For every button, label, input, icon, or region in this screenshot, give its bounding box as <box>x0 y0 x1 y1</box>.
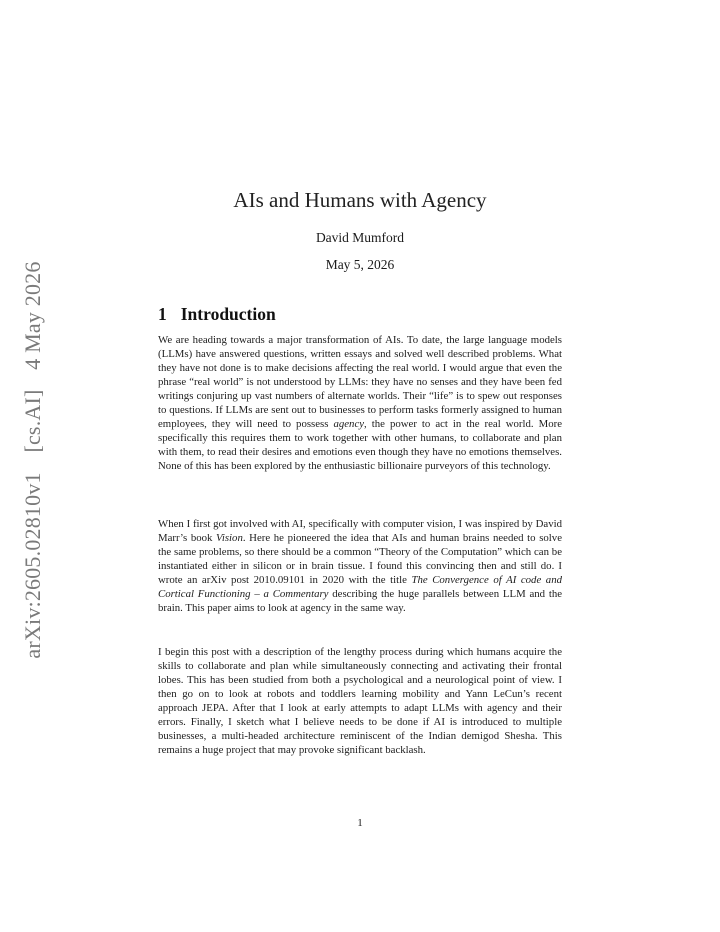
paragraph-3: I begin this post with a description of the lengthy process during which humans acquire the skills to collaborate and plan while simultaneously connecting and activating their frontal lobes. This has been studied from both a psychological and a neurological point of view. I then go on to look at robots and toddlers learning mobility and Yann LeCun’s recent approach JEPA. After that I look at early attempts to adapt LLMs with agency and their errors. Finally, I sketch what I believe needs to be done if AI is introduced to multiple businesses, a multi-headed architecture reminiscent of the Indian demigod Shesha. This remains a huge project that may provoke significant backlash. <box>158 646 562 756</box>
paper-date: May 5, 2026 <box>325 257 395 272</box>
paragraph-2-paper-title: The Convergence of AI code and Cortical Functioning – a Commentary <box>158 574 562 600</box>
paragraph-1 <box>158 333 562 473</box>
arxiv-category: [cs.AI] <box>20 389 45 453</box>
section-heading <box>158 304 276 325</box>
paragraph-2-book-title: Vision <box>216 532 243 544</box>
section-number: 1 <box>158 304 167 324</box>
paragraph-1-part-b: , the power to act in the real world. More specifically this requires them to work together with other humans, to collaborate and plan with them, to read their desires and emotions even though they have no emotions themselves. None of this has been explored by the enthusiastic billionaire purveyors of this technology. <box>158 418 562 472</box>
paragraph-2-part-b: . Here he pioneered the idea that AIs and human brains needed to solve the same problems, so there should be a common “Theory of the Computation” which can be instantiated either in silicon or in brain tissue. I found this convincing then and still do. I wrote an arXiv post 2010.09101 in 2020 with the title <box>158 532 562 586</box>
arxiv-sidebar-stamp <box>20 247 46 658</box>
paper-author: David Mumford <box>315 230 405 245</box>
arxiv-date: 4 May 2026 <box>20 261 45 370</box>
arxiv-id: arXiv:2605.02810v1 <box>20 472 45 659</box>
paragraph-1-part-a: We are heading towards a major transformation of AIs. To date, the large language models (LLMs) have answered questions, written essays and solved well described problems. What they have not done is to make decisions affecting the real world. I would argue that even the phrase “real world” is not understood by LLMs: they have no senses and they have been fed writings conjuring up vast numbers of alternate worlds. Their “life” is to spew out responses to questions. If LLMs are sent out to businesses to perform tasks formerly assigned to human employees, they will need to possess <box>158 334 562 430</box>
section-title: Introduction <box>180 304 276 324</box>
page-number: 1 <box>357 817 363 829</box>
paragraph-2-part-c: describing the huge parallels between LLM and the brain. This paper aims to look at agency in the same way. <box>158 588 563 614</box>
paragraph-2 <box>158 517 562 615</box>
paragraph-2-part-a: When I first got involved with AI, specifically with computer vision, I was inspired by David Marr’s book <box>158 518 562 544</box>
paper-title: AIs and Humans with Agency <box>233 188 487 212</box>
paragraph-1-emphasis: agency <box>333 418 365 430</box>
